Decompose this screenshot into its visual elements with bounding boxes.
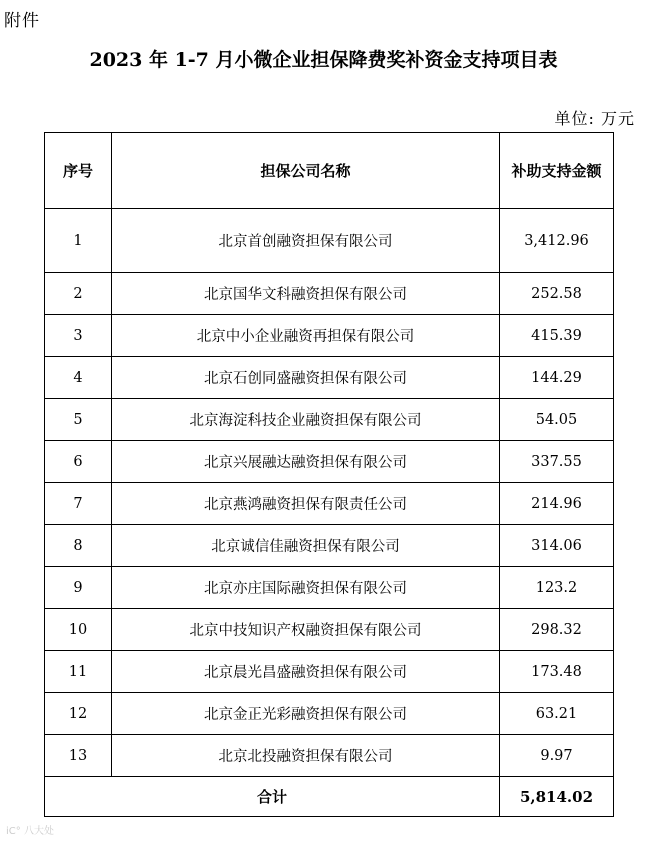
row-amount: 173.48 (500, 651, 614, 693)
row-company: 北京海淀科技企业融资担保有限公司 (112, 399, 500, 441)
row-company: 北京燕鸿融资担保有限责任公司 (112, 483, 500, 525)
table-row (45, 273, 614, 315)
row-company: 北京国华文科融资担保有限公司 (112, 273, 500, 315)
row-amount: 9.97 (500, 735, 614, 777)
row-amount: 314.06 (500, 525, 614, 567)
row-index: 3 (45, 315, 112, 357)
row-index: 5 (45, 399, 112, 441)
table-row (45, 735, 614, 777)
row-amount: 252.58 (500, 273, 614, 315)
row-company: 北京首创融资担保有限公司 (112, 209, 500, 273)
row-index: 8 (45, 525, 112, 567)
row-index: 12 (45, 693, 112, 735)
attachment-label: 附件 (4, 11, 40, 31)
table-row (45, 441, 614, 483)
row-company: 北京北投融资担保有限公司 (112, 735, 500, 777)
table-header-row (45, 133, 614, 209)
row-company: 北京中小企业融资再担保有限公司 (112, 315, 500, 357)
table-row (45, 357, 614, 399)
row-index: 10 (45, 609, 112, 651)
table-row (45, 399, 614, 441)
page-title: 2023 年 1-7 月小微企业担保降费奖补资金支持项目表 (89, 49, 558, 71)
header-amount: 补助支持金额 (500, 133, 614, 209)
row-index: 6 (45, 441, 112, 483)
row-amount: 337.55 (500, 441, 614, 483)
row-company: 北京晨光昌盛融资担保有限公司 (112, 651, 500, 693)
row-amount: 3,412.96 (500, 209, 614, 273)
row-company: 北京金正光彩融资担保有限公司 (112, 693, 500, 735)
total-label: 合计 (45, 777, 500, 817)
table-body (45, 209, 614, 777)
row-index: 11 (45, 651, 112, 693)
row-index: 1 (45, 209, 112, 273)
total-amount: 5,814.02 (500, 777, 614, 817)
row-company: 北京石创同盛融资担保有限公司 (112, 357, 500, 399)
row-index: 9 (45, 567, 112, 609)
table-row (45, 609, 614, 651)
row-amount: 63.21 (500, 693, 614, 735)
row-index: 7 (45, 483, 112, 525)
header-company: 担保公司名称 (112, 133, 500, 209)
table-row (45, 483, 614, 525)
watermark: iC° 八大处 (6, 826, 54, 837)
table-row (45, 209, 614, 273)
row-company: 北京亦庄国际融资担保有限公司 (112, 567, 500, 609)
unit-label: 单位: 万元 (554, 109, 635, 128)
table-row (45, 567, 614, 609)
row-amount: 298.32 (500, 609, 614, 651)
total-row (45, 777, 614, 817)
row-index: 2 (45, 273, 112, 315)
row-company: 北京诚信佳融资担保有限公司 (112, 525, 500, 567)
row-amount: 123.2 (500, 567, 614, 609)
row-amount: 415.39 (500, 315, 614, 357)
row-amount: 144.29 (500, 357, 614, 399)
row-company: 北京中技知识产权融资担保有限公司 (112, 609, 500, 651)
row-index: 4 (45, 357, 112, 399)
row-amount: 54.05 (500, 399, 614, 441)
header-index: 序号 (45, 133, 112, 209)
table-row (45, 651, 614, 693)
table-row (45, 525, 614, 567)
table-row (45, 315, 614, 357)
row-company: 北京兴展融达融资担保有限公司 (112, 441, 500, 483)
table-row (45, 693, 614, 735)
row-index: 13 (45, 735, 112, 777)
funding-table (44, 132, 614, 817)
row-amount: 214.96 (500, 483, 614, 525)
